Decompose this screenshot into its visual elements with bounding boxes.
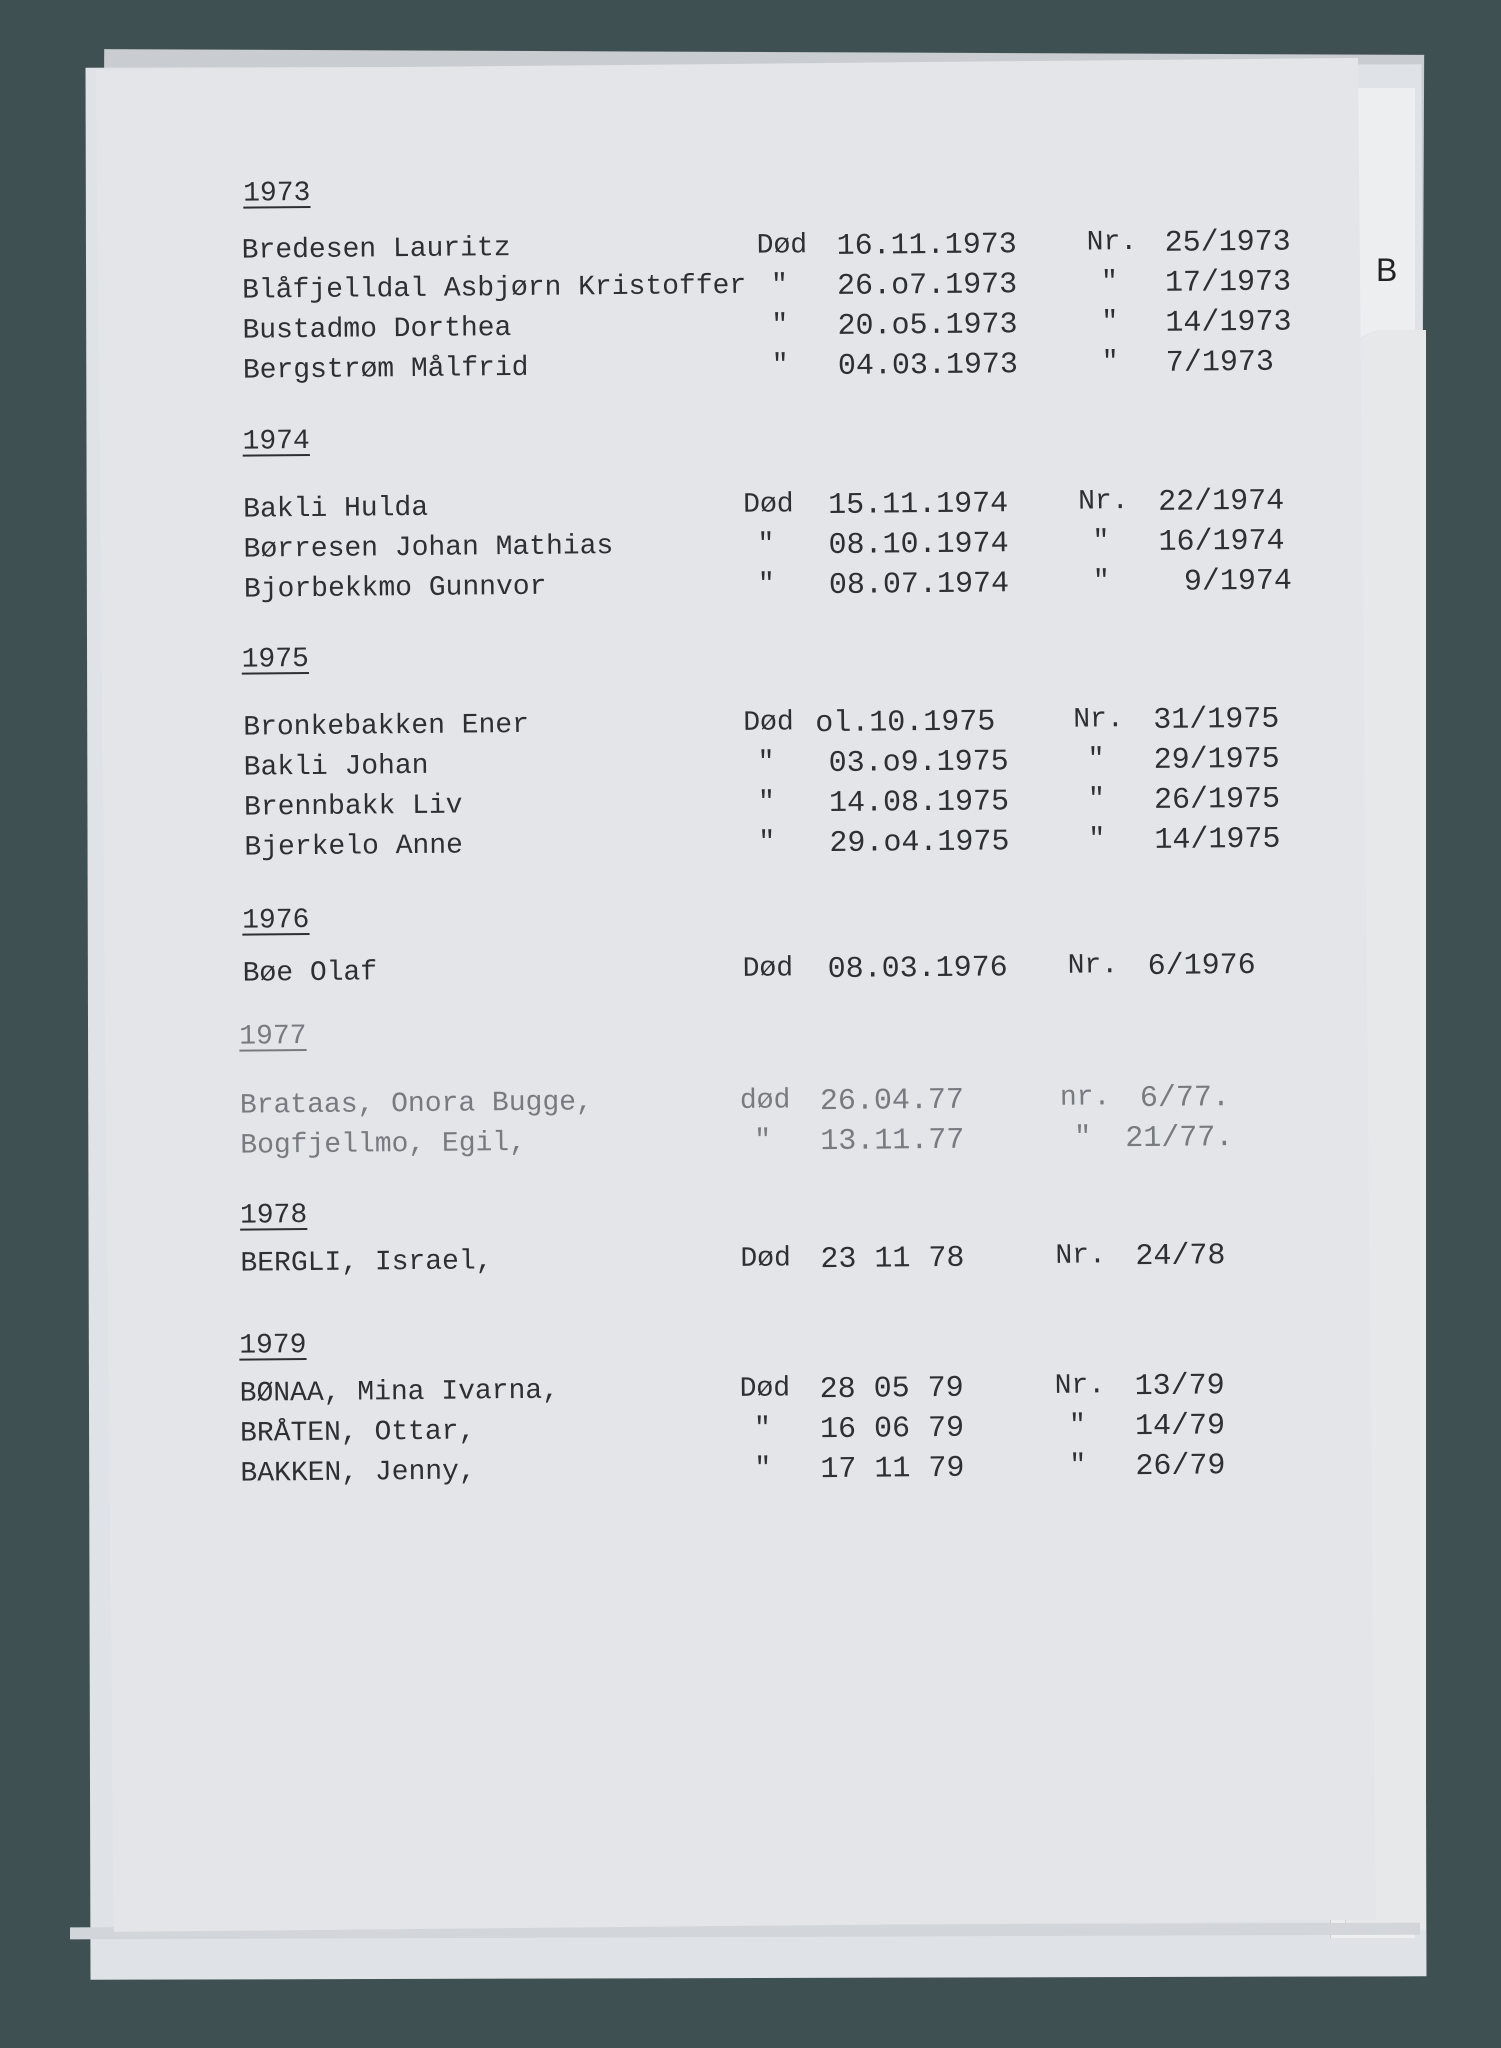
section-year-1976: 1976 xyxy=(242,904,310,937)
death-label: " xyxy=(754,1125,772,1157)
deceased-name: Brataas, Onora Bugge, xyxy=(239,1087,593,1122)
record-number: 13/79 xyxy=(1134,1369,1225,1405)
death-date: 29.o4.1975 xyxy=(829,825,1010,861)
death-label: " xyxy=(758,827,776,859)
number-label: " xyxy=(1068,1410,1087,1442)
death-date: 26.04.77 xyxy=(819,1083,965,1120)
section-year-1977: 1977 xyxy=(239,1021,307,1053)
record-number: 22/1974 xyxy=(1158,484,1285,520)
deceased-name: Bjerkelo Anne xyxy=(244,830,464,864)
death-date: 15.11.1974 xyxy=(828,487,1009,523)
number-label: " xyxy=(1087,744,1105,776)
section-year-1973: 1973 xyxy=(243,177,311,210)
death-label: Død xyxy=(743,707,794,739)
record-number: 17/1973 xyxy=(1164,265,1292,301)
death-label: Død xyxy=(739,1373,791,1405)
death-label: " xyxy=(757,787,776,819)
deceased-name: Børresen Johan Mathias xyxy=(243,531,614,566)
death-label: " xyxy=(771,310,789,342)
death-label: død xyxy=(739,1085,791,1117)
deceased-name: Bronkebakken Ener xyxy=(243,709,530,744)
death-label: Død xyxy=(743,489,794,521)
section-year-1975: 1975 xyxy=(241,643,310,676)
death-date: 16 06 79 xyxy=(819,1411,965,1448)
death-date: 14.08.1975 xyxy=(828,785,1010,821)
death-label: Død xyxy=(756,230,808,262)
death-date: 17 11 79 xyxy=(820,1451,965,1488)
number-label: nr. xyxy=(1059,1082,1111,1114)
death-label: Død xyxy=(742,953,794,985)
deceased-name: BERGLI, Israel, xyxy=(240,1246,493,1280)
death-date: 23 11 78 xyxy=(820,1241,965,1278)
deceased-name: BRÅTEN, Ottar, xyxy=(239,1416,476,1450)
deceased-name: Bakli Hulda xyxy=(243,492,429,526)
deceased-name: Bustadmo Dorthea xyxy=(242,313,512,347)
record-number: 26/1975 xyxy=(1153,782,1281,818)
index-tab-letter: B xyxy=(1376,252,1398,288)
number-label: Nr. xyxy=(1078,486,1129,518)
death-date: 08.10.1974 xyxy=(828,527,1009,563)
record-number: 9/1974 xyxy=(1183,564,1293,600)
death-label: " xyxy=(753,1413,772,1445)
deceased-name: Brennbakk Liv xyxy=(243,790,463,824)
number-label: Nr. xyxy=(1055,1240,1107,1272)
record-number: 24/78 xyxy=(1135,1239,1226,1275)
record-number: 14/1973 xyxy=(1165,305,1292,341)
deceased-name: Bredesen Lauritz xyxy=(241,233,511,267)
deceased-name: Bjorbekkmo Gunnvor xyxy=(243,571,547,606)
record-number: 14/79 xyxy=(1134,1409,1226,1445)
death-label: " xyxy=(754,1453,772,1485)
death-label: " xyxy=(771,350,789,382)
number-label: " xyxy=(1069,1450,1087,1482)
number-label: " xyxy=(1100,267,1119,299)
death-date: ol.10.1975 xyxy=(815,705,996,742)
number-label: " xyxy=(1092,566,1110,598)
record-number: 16/1974 xyxy=(1158,524,1285,560)
death-date: 16.11.1973 xyxy=(836,228,1017,264)
deceased-name: Blåfjelldal Asbjørn Kristoffer xyxy=(241,270,747,307)
deceased-name: Bøe Olaf xyxy=(242,957,378,990)
record-number: 6/77. xyxy=(1139,1081,1231,1117)
death-label: Død xyxy=(740,1243,792,1275)
number-label: Nr. xyxy=(1054,1370,1106,1402)
number-label: Nr. xyxy=(1086,227,1138,259)
record-number: 25/1973 xyxy=(1164,225,1291,261)
section-year-1979: 1979 xyxy=(239,1330,307,1362)
number-label: " xyxy=(1074,1122,1092,1154)
section-year-1974: 1974 xyxy=(242,425,310,458)
record-number: 21/77. xyxy=(1125,1121,1234,1157)
deceased-name: Bakli Johan xyxy=(243,750,429,784)
record-number: 31/1975 xyxy=(1153,702,1280,738)
death-date: 08.07.1974 xyxy=(828,567,1010,603)
death-date: 13.11.77 xyxy=(820,1123,965,1160)
death-date: 03.o9.1975 xyxy=(828,745,1009,781)
deceased-name: Bogfjellmo, Egil, xyxy=(240,1127,527,1162)
record-number: 26/79 xyxy=(1135,1449,1226,1485)
death-label: " xyxy=(757,747,775,779)
record-number: 7/1973 xyxy=(1165,345,1275,381)
death-date: 20.o5.1973 xyxy=(837,308,1018,344)
death-date: 08.03.1976 xyxy=(827,951,1008,988)
number-label: " xyxy=(1087,784,1106,816)
deceased-name: Bergstrøm Målfrid xyxy=(242,352,529,387)
document-page xyxy=(96,58,1376,1932)
number-label: Nr. xyxy=(1073,704,1124,736)
deceased-name: BAKKEN, Jenny, xyxy=(240,1456,476,1490)
number-label: " xyxy=(1101,347,1119,379)
section-year-1978: 1978 xyxy=(239,1200,308,1232)
deceased-name: BØNAA, Mina Ivarna, xyxy=(239,1375,560,1410)
record-number: 6/1976 xyxy=(1147,948,1256,984)
death-label: " xyxy=(770,270,789,302)
death-date: 28 05 79 xyxy=(819,1371,964,1408)
number-label: Nr. xyxy=(1067,950,1119,982)
death-label: " xyxy=(757,529,775,561)
record-number: 14/1975 xyxy=(1154,822,1281,858)
number-label: " xyxy=(1088,824,1106,856)
record-number: 29/1975 xyxy=(1153,742,1280,778)
number-label: " xyxy=(1092,526,1110,558)
death-label: " xyxy=(757,569,775,601)
death-date: 04.03.1973 xyxy=(837,348,1019,384)
number-label: " xyxy=(1101,307,1119,339)
death-date: 26.o7.1973 xyxy=(836,268,1018,304)
